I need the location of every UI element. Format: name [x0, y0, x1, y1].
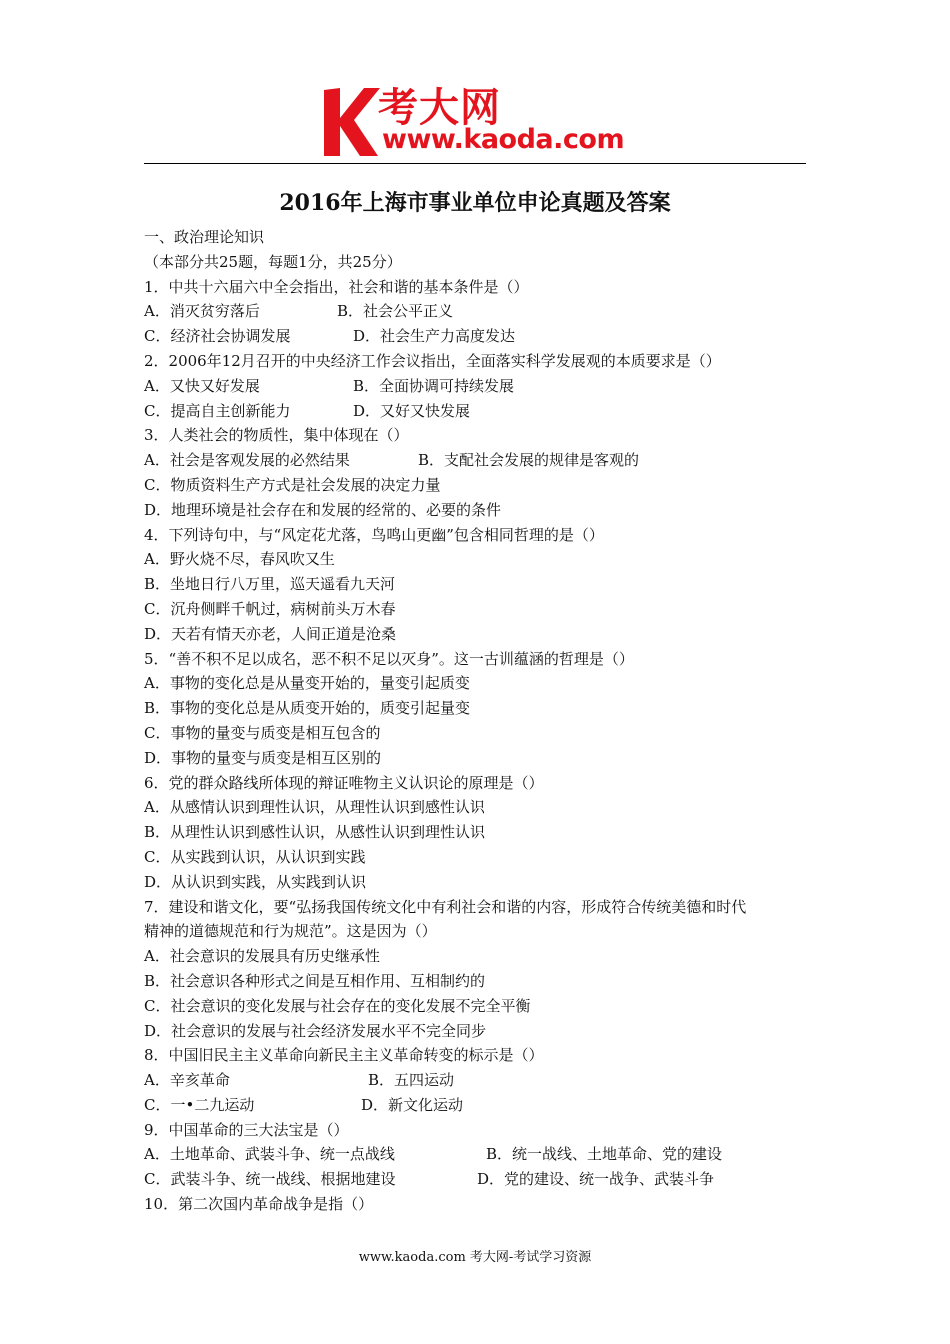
text-line	[144, 324, 808, 349]
text-line: A．事物的变化总是从量变开始的，量变引起质变	[144, 674, 470, 693]
text-line: D．天若有情天亦老，人间正道是沧桑	[144, 624, 397, 643]
option-right: D．党的建设、统一战争、武装斗争	[477, 1170, 715, 1189]
text-line: 3．人类社会的物质性，集中体现在（）	[144, 426, 409, 445]
option-right: D．新文化运动	[361, 1095, 464, 1114]
kaoda-logo	[320, 82, 640, 160]
text-line: 精神的道德规范和行为规范”。这是因为（）	[144, 922, 437, 941]
text-line: 4．下列诗句中，与“风定花尤落，鸟鸣山更幽”包含相同哲理的是（）	[144, 525, 604, 544]
option-right: B．五四运动	[368, 1071, 455, 1090]
logo-url: www.kaoda.com	[382, 124, 625, 155]
text-line: 10．第二次国内革命战争是指（）	[144, 1195, 374, 1214]
text-line: 1．中共十六届六中全会指出，社会和谐的基本条件是（）	[144, 277, 529, 296]
text-line	[144, 448, 808, 473]
text-line	[144, 1142, 808, 1167]
option-right: D．又好又快发展	[353, 401, 471, 420]
text-line: B．从理性认识到感性认识，从感性认识到理性认识	[144, 823, 486, 842]
text-line	[144, 1167, 808, 1192]
text-line: C．物质资料生产方式是社会发展的决定力量	[144, 475, 441, 494]
option-left: A．辛亥革命	[144, 1071, 230, 1090]
option-right: B．统一战线、土地革命、党的建设	[486, 1145, 723, 1164]
option-left: A．消灭贫穷落后	[144, 302, 260, 321]
logo-k-mark	[320, 84, 382, 160]
text-line	[144, 374, 808, 399]
text-line: 8．中国旧民主主义革命向新民主主义革命转变的标示是（）	[144, 1046, 544, 1065]
option-left: A．社会是客观发展的必然结果	[144, 451, 350, 470]
page-title: 2016年上海市事业单位申论真题及答案	[279, 190, 671, 216]
text-line: C．沉舟侧畔千帆过，病树前头万木春	[144, 599, 396, 618]
option-right: B．全面协调可持续发展	[353, 376, 515, 395]
option-left: A．土地革命、武装斗争、统一点战线	[144, 1145, 395, 1164]
text-line	[144, 299, 808, 324]
text-line: （本部分共25题，每题1分，共25分）	[144, 252, 402, 271]
text-line: C．社会意识的变化发展与社会存在的变化发展不完全平衡	[144, 996, 531, 1015]
option-right: B．社会公平正义	[337, 302, 454, 321]
document-body	[144, 225, 808, 1217]
text-line: D．地理环境是社会存在和发展的经常的、必要的条件	[144, 500, 502, 519]
header-divider	[144, 163, 806, 164]
text-line: B．事物的变化总是从质变开始的，质变引起量变	[144, 699, 471, 718]
option-left: C．经济社会协调发展	[144, 327, 291, 346]
option-left: A．又快又好发展	[144, 376, 260, 395]
text-line: 6．党的群众路线所体现的辩证唯物主义认识论的原理是（）	[144, 773, 544, 792]
page-footer: www.kaoda.com 考大网-考试学习资源	[358, 1250, 592, 1265]
text-line: C．事物的量变与质变是相互包含的	[144, 723, 381, 742]
text-line: B．社会意识各种形式之间是互相作用、互相制约的	[144, 971, 486, 990]
text-line: 5．“善不积不足以成名，恶不积不足以灭身”。这一古训蕴涵的哲理是（）	[144, 649, 634, 668]
text-line: C．从实践到认识，从认识到实践	[144, 847, 366, 866]
logo-chinese-name: 考大网	[378, 85, 501, 131]
text-line	[144, 1093, 808, 1118]
option-left: C．武装斗争、统一战线、根据地建设	[144, 1170, 396, 1189]
option-right: D．社会生产力高度发达	[353, 327, 516, 346]
text-line	[144, 399, 808, 424]
text-line: A．野火烧不尽，春风吹又生	[144, 550, 335, 569]
text-line: 9．中国革命的三大法宝是（）	[144, 1120, 349, 1139]
text-line: D．事物的量变与质变是相互区别的	[144, 748, 382, 767]
text-line: D．社会意识的发展与社会经济发展水平不完全同步	[144, 1021, 487, 1040]
text-line	[144, 1068, 808, 1093]
text-line: 2．2006年12月召开的中央经济工作会议指出，全面落实科学发展观的本质要求是（）	[144, 351, 721, 370]
text-line: A．从感情认识到理性认识，从理性认识到感性认识	[144, 798, 485, 817]
option-right: B．支配社会发展的规律是客观的	[418, 451, 640, 470]
text-line: 7．建设和谐文化，要“弘扬我国传统文化中有利社会和谐的内容，形成符合传统美德和时代	[144, 897, 747, 916]
text-line: 一、政治理论知识	[144, 228, 265, 246]
option-left: C．提高自主创新能力	[144, 401, 291, 420]
text-line: A．社会意识的发展具有历史继承性	[144, 947, 380, 966]
text-line: D．从认识到实践，从实践到认识	[144, 872, 367, 891]
text-line: B．坐地日行八万里，巡天遥看九天河	[144, 575, 396, 594]
option-left: C．一•二九运动	[144, 1095, 255, 1114]
